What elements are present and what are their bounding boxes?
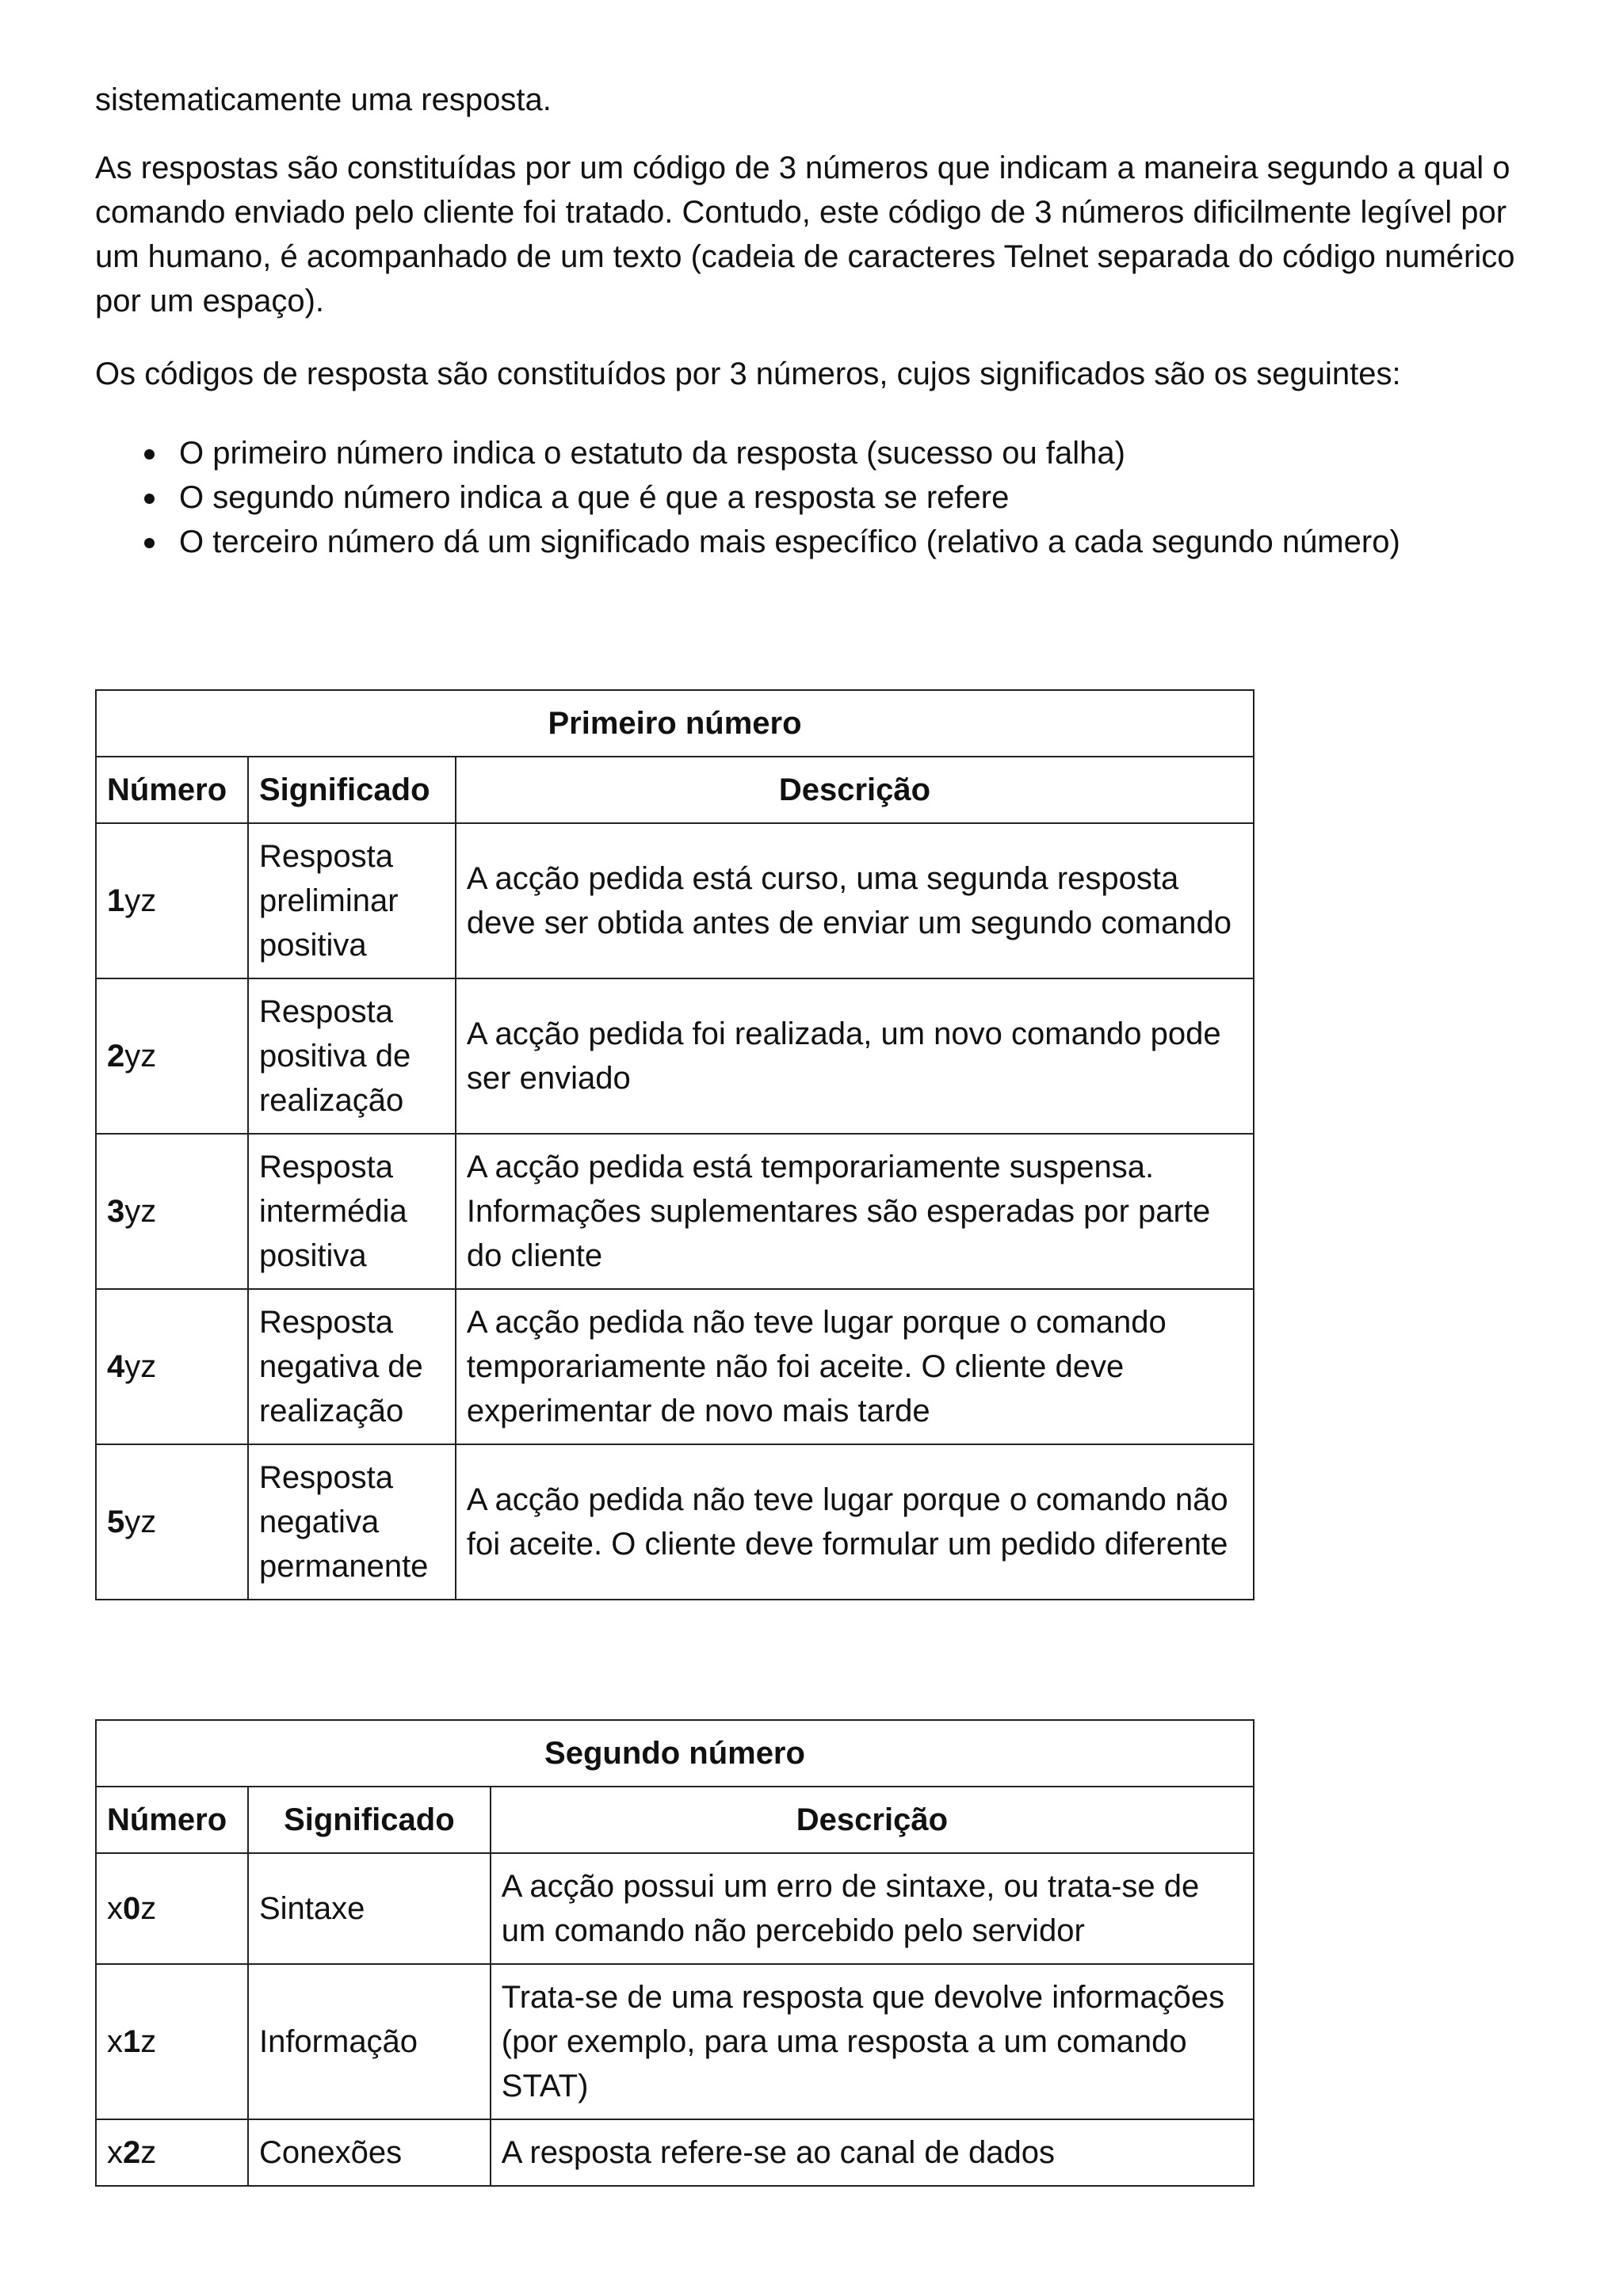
code-cell [96,978,248,1134]
code-digit: 2 [107,1039,125,1074]
column-header-number: Número [96,757,248,823]
column-header-meaning: Significado [248,1787,491,1853]
meaning-cell: Sintaxe [248,1853,491,1964]
table-row [96,1964,1254,2119]
code-digit: 5 [107,1505,125,1539]
meaning-cell: Conexões [248,2119,491,2186]
table-row [96,978,1254,1134]
description-cell: A acção pedida está curso, uma segunda resposta deve ser obtida antes de enviar um segundo comando [456,823,1254,978]
column-header-description: Descrição [491,1787,1254,1853]
column-header-meaning: Significado [248,757,456,823]
description-cell: A acção pedida foi realizada, um novo comando pode ser enviado [456,978,1254,1134]
table-title: Primeiro número [96,690,1254,757]
list-item-text: O primeiro número indica o estatuto da resposta (sucesso ou falha) [179,436,1125,471]
code-digit: 0 [123,1891,141,1926]
meaning-cell: Resposta positiva de realização [248,978,456,1134]
bullet-icon [144,538,155,548]
code-prefix: x [107,2135,123,2170]
paragraph-response-codes: As respostas são constituídas por um código de 3 números que indicam a maneira segundo a qual o comando enviado pelo cliente foi tratado. Contudo, este código de 3 números dificilmente legível por um humano, é acompanhado de um texto (cadeia de caracteres Telnet separada do código numérico por um espaço). [95,151,1515,318]
list-item-text: O segundo número indica a que é que a resposta se refere [179,480,1010,515]
table-row [96,1853,1254,1964]
table-row [96,2119,1254,2186]
list-item [95,431,1536,475]
description-cell: A acção pedida não teve lugar porque o comando temporariamente não foi aceite. O cliente deve experimentar de novo mais tarde [456,1289,1254,1444]
code-cell [96,2119,248,2186]
list-item-text: O terceiro número dá um significado mais específico (relativo a cada segundo número) [179,524,1400,559]
code-digit: 1 [107,883,125,918]
bullet-icon [144,494,155,504]
table-row [96,1289,1254,1444]
meaning-cell: Resposta negativa permanente [248,1444,456,1600]
code-suffix: yz [124,883,157,918]
column-header-description: Descrição [456,757,1254,823]
description-cell: A acção pedida não teve lugar porque o comando não foi aceite. O cliente deve formular um pedido diferente [456,1444,1254,1600]
column-header-number: Número [96,1787,248,1853]
table-header-row [96,757,1254,823]
code-suffix: z [140,2024,157,2059]
list-item [95,520,1536,564]
code-digit: 1 [123,2024,141,2059]
code-cell [96,1134,248,1289]
table-row [96,1444,1254,1600]
code-suffix: z [140,2135,157,2170]
code-cell [96,1964,248,2119]
paragraph-code-meanings: Os códigos de resposta são constituídos por 3 números, cujos significados são os seguintes: [95,357,1401,391]
paragraph-intro-end: sistematicamente uma resposta. [95,82,552,117]
table-header-row [96,1787,1254,1853]
table-first-number [95,689,1254,1600]
code-digit: 2 [123,2135,141,2170]
table-title: Segundo número [96,1720,1254,1787]
list-item [95,475,1536,520]
code-cell [96,1853,248,1964]
code-suffix: yz [124,1194,157,1229]
description-cell: A resposta refere-se ao canal de dados [491,2119,1254,2186]
meaning-cell: Resposta preliminar positiva [248,823,456,978]
table-second-number [95,1719,1254,2187]
code-cell [96,823,248,978]
description-cell: Trata-se de uma resposta que devolve informações (por exemplo, para uma resposta a um comando STAT) [491,1964,1254,2119]
code-cell [96,1444,248,1600]
code-suffix: z [140,1891,157,1926]
description-cell: A acção possui um erro de sintaxe, ou trata-se de um comando não percebido pelo servidor [491,1853,1254,1964]
meaning-cell: Resposta negativa de realização [248,1289,456,1444]
meaning-cell: Informação [248,1964,491,2119]
bullet-icon [144,449,155,460]
table-row [96,823,1254,978]
code-cell [96,1289,248,1444]
code-digit: 3 [107,1194,125,1229]
table-row [96,1134,1254,1289]
description-cell: A acção pedida está temporariamente suspensa. Informações suplementares são esperadas por parte do cliente [456,1134,1254,1289]
meaning-cell: Resposta intermédia positiva [248,1134,456,1289]
code-suffix: yz [124,1039,157,1074]
code-prefix: x [107,1891,123,1926]
code-suffix: yz [124,1349,157,1384]
code-suffix: yz [124,1505,157,1539]
document-body [95,78,1536,564]
code-prefix: x [107,2024,123,2059]
code-digit: 4 [107,1349,125,1384]
bullet-list [95,431,1536,564]
